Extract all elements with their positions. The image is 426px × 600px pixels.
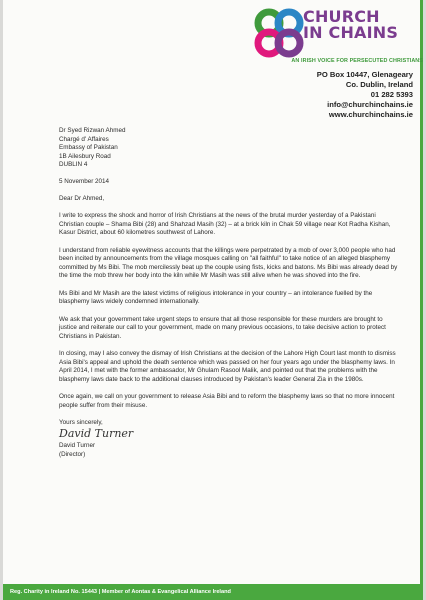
letter-page xyxy=(3,0,423,600)
org-name-line2: IN CHAINS xyxy=(303,23,399,42)
org-tagline: AN IRISH VOICE FOR PERSECUTED CHRISTIANS xyxy=(291,58,423,64)
paragraph: Ms Bibi and Mr Masih are the latest victims of religious intolerance in your country – an intolerance fuelled by the blasphemy laws widely condemned internationally. xyxy=(59,289,373,306)
recipient-line: DUBLIN 4 xyxy=(59,161,88,169)
chain-logo-icon xyxy=(254,8,304,58)
paragraph: In closing, may I also convey the dismay of Irish Christians at the decision of the Lahore High Court last month to dismiss Asia Bibi's appeal and uphold the death sentence which was passed on her four years ago under the blasphemy laws. In April 2014, I met with the former ambassador, Mr Ghulam Rasool Malik, and pointed out that the problems with the blasphemy laws date back to the additional clauses introduced by Pakistan's leader General Zia in the 1980s. xyxy=(59,350,396,384)
paragraph: I understand from reliable eyewitness accounts that the killings were perpetrated by a mob of over 3,000 people who had been incited by announcements from the village mosques calling on "all faithful" to take notice of an alleged blasphemy committed by Ms Bibi. The mob mercilessly beat up the couple using fists, kicks and batons. Ms Bibi was already dead by the time the mob threw her body into the kiln while Mr Masih was still alive when he was shoved into the fire. xyxy=(59,246,398,280)
paragraph: I write to express the shock and horror of Irish Christians at the news of the brutal murder yesterday of a Pakistani Christian couple – Shama Bibi (28) and Shahzad Masih (32) – at a brick kiln in Chak 59 village near Kot Radha Kishan, Kasur District, about 60 kilometres southwest of Lahore. xyxy=(59,211,391,237)
org-name-line1: CHURCH xyxy=(303,7,380,26)
recipient-line: 1B Ailesbury Road xyxy=(59,152,111,160)
letter-body xyxy=(59,127,399,459)
recipient-line: Dr Syed Rizwan Ahmed xyxy=(59,127,126,134)
phone-number: 01 282 5393 xyxy=(370,90,413,99)
address-line: Co. Dublin, Ireland xyxy=(345,80,413,89)
signer-title: (Director) xyxy=(59,450,86,458)
address-line: PO Box 10447, Glenageary xyxy=(316,70,413,79)
closing: Yours sincerely, xyxy=(59,419,103,427)
org-address xyxy=(317,70,413,120)
letter-date: 5 November 2014 xyxy=(59,177,110,185)
recipient-line: Chargé d' Affaires xyxy=(59,135,109,143)
website-address: www.churchinchains.ie xyxy=(328,110,413,119)
paragraph: We ask that your government take urgent steps to ensure that all those responsible for these murders are brought to justice and reiterate our call to your government, made on many previous occasions, to take decisive action to protect Christians in Pakistan. xyxy=(59,315,386,340)
recipient-block xyxy=(59,127,399,170)
signature: David Turner xyxy=(59,427,134,441)
signer-name: David Turner xyxy=(59,442,96,450)
paragraph: Once again, we call on your government to release Asia Bibi and to reform the blasphemy laws so that no more innocent people suffer from their misuse. xyxy=(59,393,395,410)
footer-band: Reg. Charity in Ireland No. 15443 | Member of Aontas & Evangelical Alliance Ireland xyxy=(3,584,423,600)
salutation: Dear Dr Ahmed, xyxy=(59,194,105,202)
email-address: info@churchinchains.ie xyxy=(327,100,413,109)
org-name xyxy=(303,9,423,41)
recipient-line: Embassy of Pakistan xyxy=(59,144,118,152)
side-band xyxy=(420,0,423,584)
